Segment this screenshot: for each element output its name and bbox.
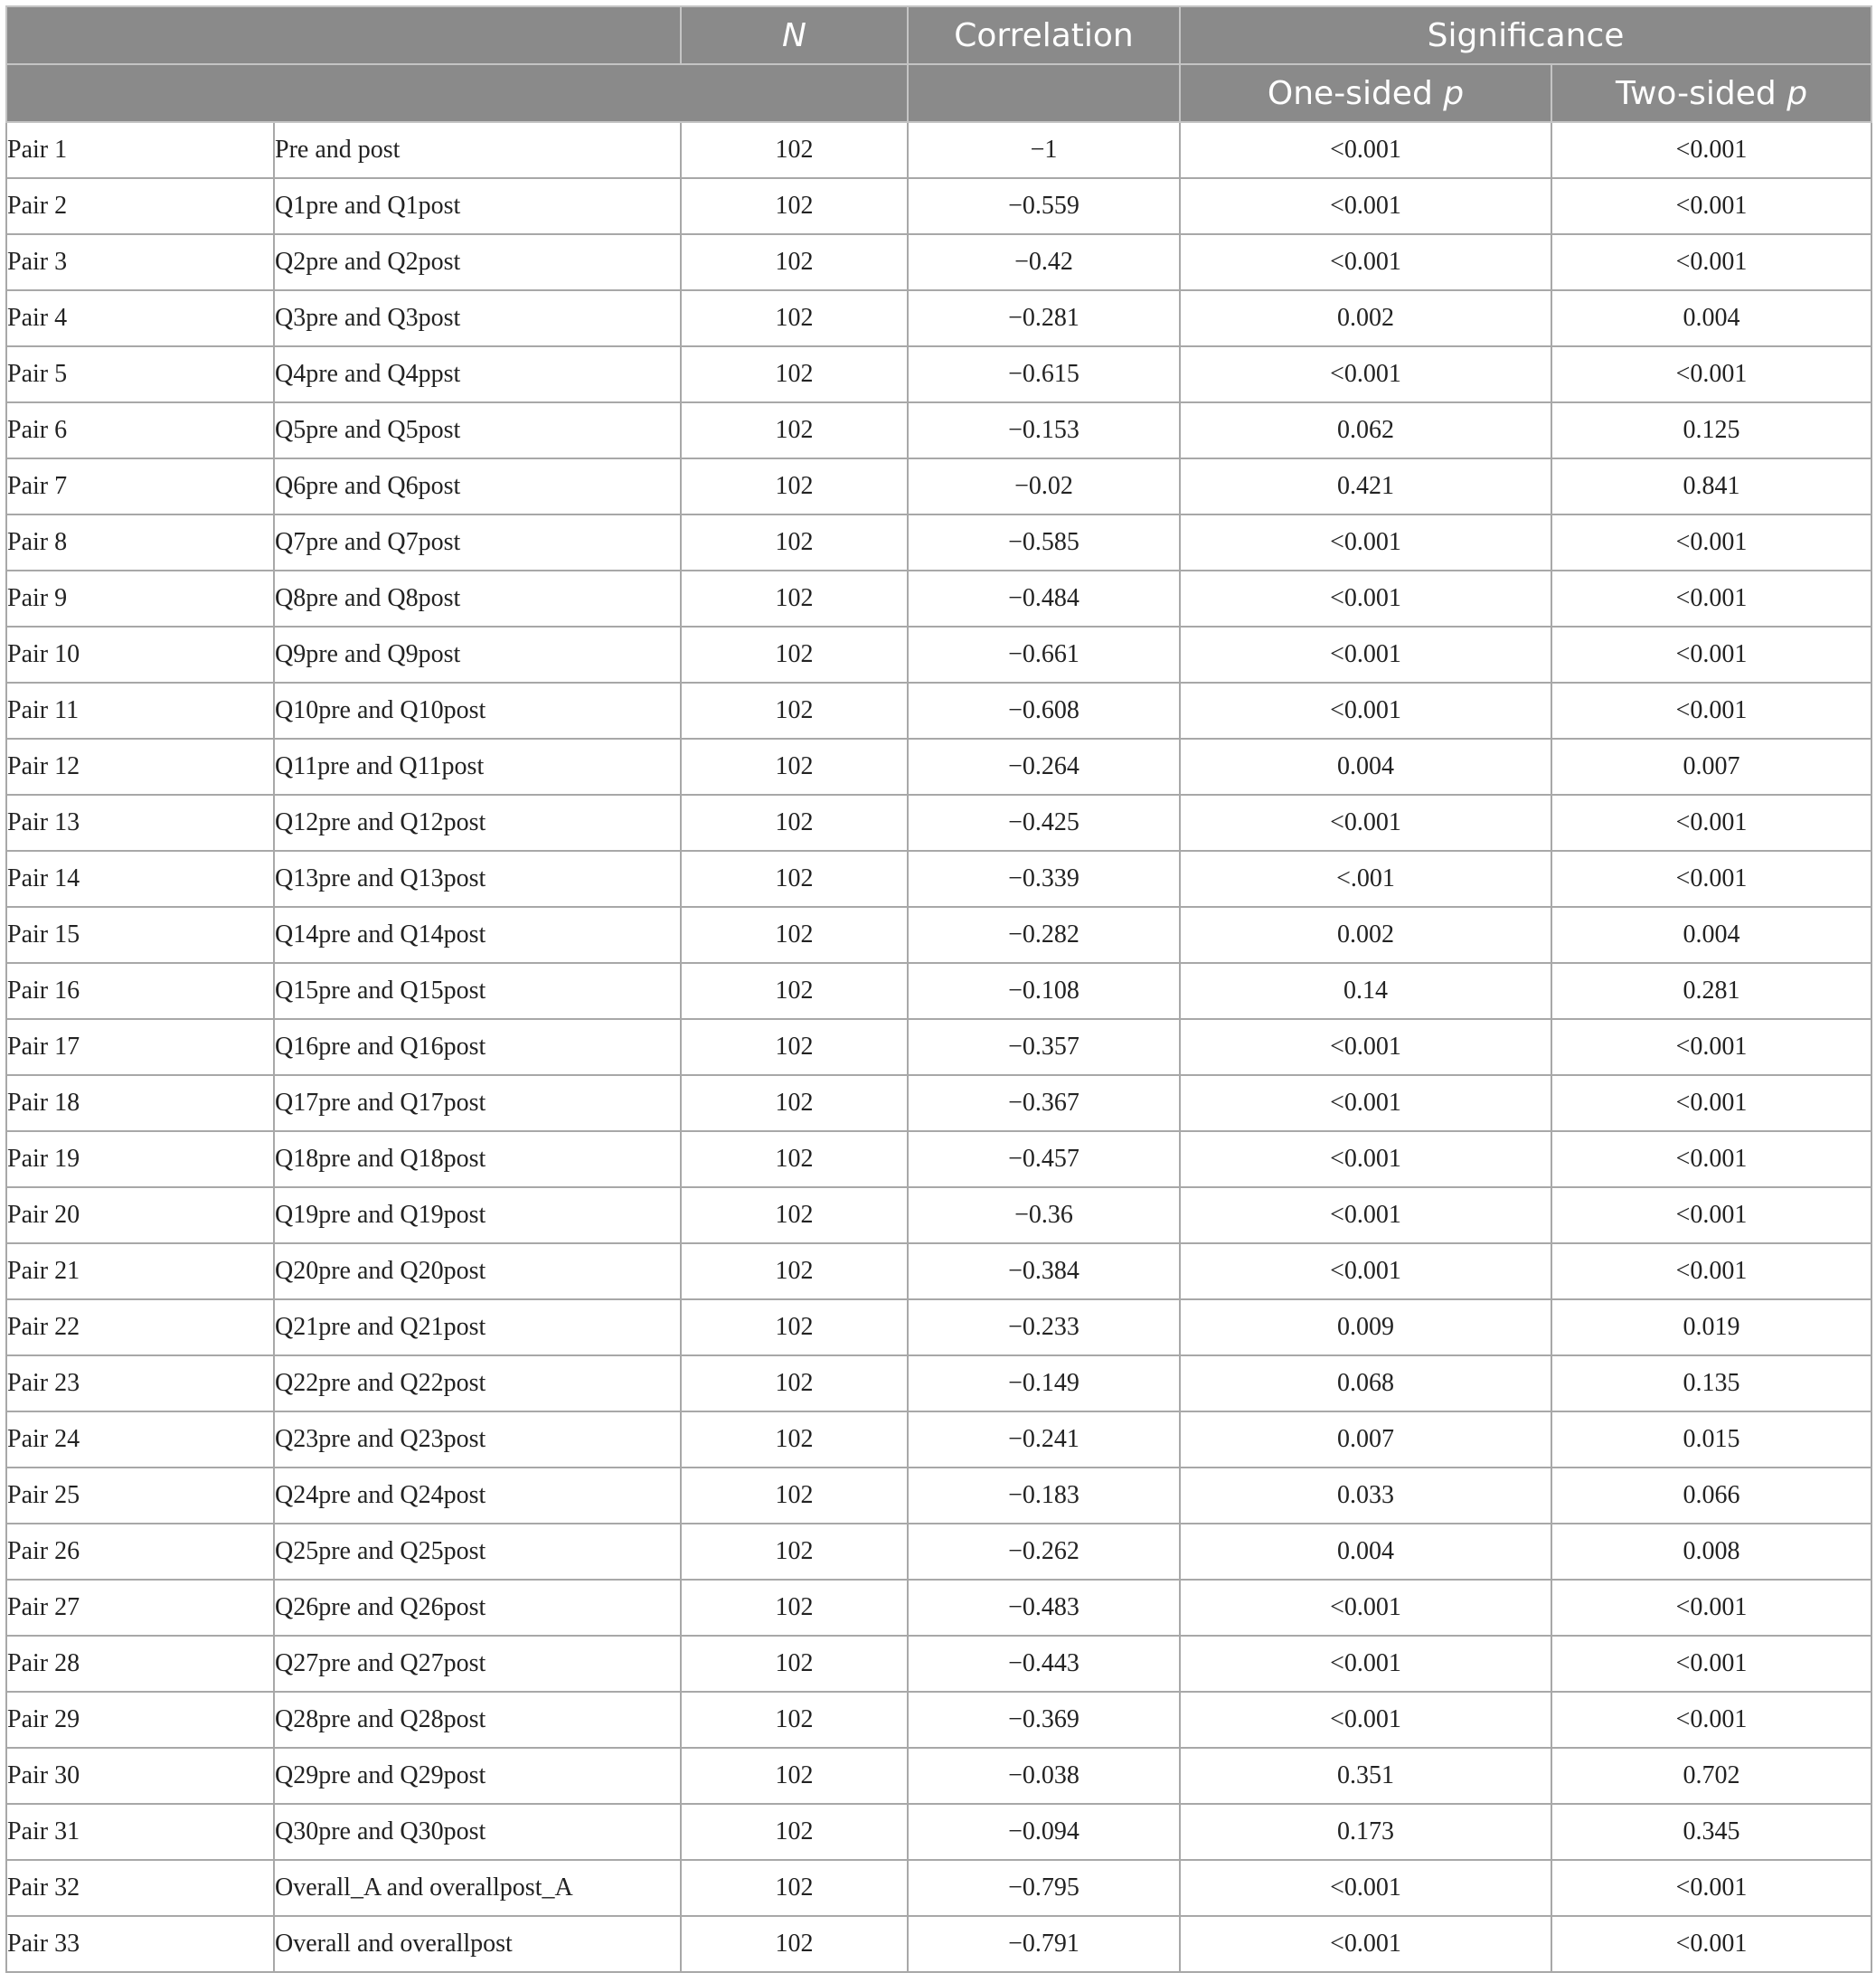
correlation-cell: −0.367 <box>908 1075 1180 1131</box>
header-row-1 <box>6 6 1871 64</box>
one-sided-p-cell: <0.001 <box>1180 1636 1551 1692</box>
pair-label-cell: Q3pre and Q3post <box>274 290 681 346</box>
n-cell: 102 <box>681 178 908 234</box>
one-sided-p-cell: <0.001 <box>1180 627 1551 683</box>
one-sided-p-cell: <0.001 <box>1180 571 1551 627</box>
pair-cell: Pair 23 <box>6 1355 274 1411</box>
pair-label-cell: Q16pre and Q16post <box>274 1019 681 1075</box>
pair-cell: Pair 33 <box>6 1916 274 1972</box>
table-row <box>6 1468 1871 1524</box>
correlation-cell: −0.233 <box>908 1299 1180 1355</box>
pair-label-cell: Q14pre and Q14post <box>274 907 681 963</box>
n-cell: 102 <box>681 1131 908 1187</box>
pair-cell: Pair 28 <box>6 1636 274 1692</box>
correlation-cell: −0.384 <box>908 1243 1180 1299</box>
two-sided-p-cell: 0.281 <box>1551 963 1871 1019</box>
header-n: N <box>681 6 908 64</box>
table-row <box>6 346 1871 402</box>
two-sided-p-cell: 0.008 <box>1551 1524 1871 1580</box>
one-sided-p-cell: 0.062 <box>1180 402 1551 458</box>
n-cell: 102 <box>681 1524 908 1580</box>
n-cell: 102 <box>681 1019 908 1075</box>
correlation-cell: −0.357 <box>908 1019 1180 1075</box>
table-row <box>6 1243 1871 1299</box>
pair-cell: Pair 1 <box>6 122 274 178</box>
two-sided-p-cell: 0.841 <box>1551 458 1871 514</box>
header-blank-3 <box>908 64 1180 122</box>
correlation-cell: −0.02 <box>908 458 1180 514</box>
pair-cell: Pair 22 <box>6 1299 274 1355</box>
n-cell: 102 <box>681 795 908 851</box>
correlation-cell: −0.484 <box>908 571 1180 627</box>
pair-cell: Pair 20 <box>6 1187 274 1243</box>
n-cell: 102 <box>681 739 908 795</box>
correlation-cell: −0.559 <box>908 178 1180 234</box>
pair-cell: Pair 30 <box>6 1748 274 1804</box>
pair-label-cell: Q26pre and Q26post <box>274 1580 681 1636</box>
one-sided-p-cell: <0.001 <box>1180 1019 1551 1075</box>
one-sided-p-cell: <0.001 <box>1180 234 1551 290</box>
table-row <box>6 963 1871 1019</box>
one-sided-p-cell: 0.421 <box>1180 458 1551 514</box>
n-cell: 102 <box>681 1299 908 1355</box>
pair-label-cell: Q1pre and Q1post <box>274 178 681 234</box>
two-sided-p-cell: 0.015 <box>1551 1411 1871 1468</box>
pair-label-cell: Q8pre and Q8post <box>274 571 681 627</box>
pair-cell: Pair 14 <box>6 851 274 907</box>
one-sided-p-cell: <0.001 <box>1180 1580 1551 1636</box>
table-header <box>6 6 1871 122</box>
one-sided-p-cell: 0.351 <box>1180 1748 1551 1804</box>
pair-cell: Pair 5 <box>6 346 274 402</box>
one-sided-p-cell: <0.001 <box>1180 514 1551 571</box>
one-sided-p-cell: <0.001 <box>1180 122 1551 178</box>
pair-cell: Pair 6 <box>6 402 274 458</box>
correlation-cell: −0.369 <box>908 1692 1180 1748</box>
correlation-cell: −0.585 <box>908 514 1180 571</box>
n-cell: 102 <box>681 1916 908 1972</box>
header-blank <box>6 6 681 64</box>
pair-cell: Pair 24 <box>6 1411 274 1468</box>
correlation-cell: −0.281 <box>908 290 1180 346</box>
pair-cell: Pair 31 <box>6 1804 274 1860</box>
one-sided-p: p <box>1443 74 1465 112</box>
pair-cell: Pair 16 <box>6 963 274 1019</box>
pair-cell: Pair 9 <box>6 571 274 627</box>
pair-label-cell: Q23pre and Q23post <box>274 1411 681 1468</box>
n-cell: 102 <box>681 1075 908 1131</box>
table-row <box>6 514 1871 571</box>
pair-label-cell: Q2pre and Q2post <box>274 234 681 290</box>
n-cell: 102 <box>681 851 908 907</box>
header-correlation: Correlation <box>908 6 1180 64</box>
pair-label-cell: Q29pre and Q29post <box>274 1748 681 1804</box>
two-sided-p-cell: <0.001 <box>1551 346 1871 402</box>
two-sided-p-cell: 0.007 <box>1551 739 1871 795</box>
one-sided-p-cell: 0.002 <box>1180 907 1551 963</box>
two-sided-p-cell: <0.001 <box>1551 1243 1871 1299</box>
pair-cell: Pair 2 <box>6 178 274 234</box>
two-sided-p-cell: <0.001 <box>1551 627 1871 683</box>
correlation-cell: −0.153 <box>908 402 1180 458</box>
table-row <box>6 458 1871 514</box>
n-cell: 102 <box>681 458 908 514</box>
n-cell: 102 <box>681 346 908 402</box>
two-sided-p-cell: <0.001 <box>1551 1019 1871 1075</box>
correlation-cell: −0.608 <box>908 683 1180 739</box>
two-sided-p-cell: <0.001 <box>1551 234 1871 290</box>
table-row <box>6 1580 1871 1636</box>
table-row <box>6 1860 1871 1916</box>
two-sided-p-cell: 0.135 <box>1551 1355 1871 1411</box>
pair-label-cell: Q9pre and Q9post <box>274 627 681 683</box>
one-sided-p-cell: 0.007 <box>1180 1411 1551 1468</box>
table-row <box>6 234 1871 290</box>
pair-cell: Pair 32 <box>6 1860 274 1916</box>
two-sided-p-cell: <0.001 <box>1551 1692 1871 1748</box>
table-row <box>6 1299 1871 1355</box>
pair-cell: Pair 26 <box>6 1524 274 1580</box>
pair-label-cell: Q10pre and Q10post <box>274 683 681 739</box>
one-sided-p-cell: 0.004 <box>1180 739 1551 795</box>
table-row <box>6 1411 1871 1468</box>
pair-label-cell: Pre and post <box>274 122 681 178</box>
pair-label-cell: Q13pre and Q13post <box>274 851 681 907</box>
pair-label-cell: Overall and overallpost <box>274 1916 681 1972</box>
table-row <box>6 1019 1871 1075</box>
one-sided-p-cell: <0.001 <box>1180 683 1551 739</box>
one-sided-p-cell: 0.033 <box>1180 1468 1551 1524</box>
table-row <box>6 1804 1871 1860</box>
two-sided-p-cell: <0.001 <box>1551 514 1871 571</box>
one-sided-p-cell: <0.001 <box>1180 795 1551 851</box>
pair-label-cell: Q18pre and Q18post <box>274 1131 681 1187</box>
pair-cell: Pair 15 <box>6 907 274 963</box>
two-sided-p-cell: 0.345 <box>1551 1804 1871 1860</box>
pair-label-cell: Q5pre and Q5post <box>274 402 681 458</box>
two-sided-p-cell: 0.004 <box>1551 907 1871 963</box>
correlation-cell: −0.339 <box>908 851 1180 907</box>
pair-label-cell: Q7pre and Q7post <box>274 514 681 571</box>
table-row <box>6 1187 1871 1243</box>
correlation-cell: −0.282 <box>908 907 1180 963</box>
table-row <box>6 178 1871 234</box>
n-cell: 102 <box>681 122 908 178</box>
table-row <box>6 683 1871 739</box>
n-cell: 102 <box>681 1636 908 1692</box>
table-row <box>6 122 1871 178</box>
n-cell: 102 <box>681 683 908 739</box>
table-row <box>6 907 1871 963</box>
two-sided-p-cell: 0.066 <box>1551 1468 1871 1524</box>
table-row <box>6 1131 1871 1187</box>
correlation-cell: −0.149 <box>908 1355 1180 1411</box>
n-cell: 102 <box>681 907 908 963</box>
n-cell: 102 <box>681 1468 908 1524</box>
pair-label-cell: Q12pre and Q12post <box>274 795 681 851</box>
correlation-cell: −0.615 <box>908 346 1180 402</box>
one-sided-p-cell: 0.009 <box>1180 1299 1551 1355</box>
one-sided-p-cell: 0.14 <box>1180 963 1551 1019</box>
pair-label-cell: Q21pre and Q21post <box>274 1299 681 1355</box>
correlation-cell: −0.661 <box>908 627 1180 683</box>
n-cell: 102 <box>681 1804 908 1860</box>
n-cell: 102 <box>681 1355 908 1411</box>
pair-cell: Pair 19 <box>6 1131 274 1187</box>
one-sided-p-cell: <0.001 <box>1180 346 1551 402</box>
table-row <box>6 1916 1871 1972</box>
pair-cell: Pair 29 <box>6 1692 274 1748</box>
n-cell: 102 <box>681 1187 908 1243</box>
one-sided-label: One-sided <box>1267 74 1433 112</box>
pair-cell: Pair 27 <box>6 1580 274 1636</box>
pair-cell: Pair 21 <box>6 1243 274 1299</box>
two-sided-p-cell: <0.001 <box>1551 1075 1871 1131</box>
pair-cell: Pair 4 <box>6 290 274 346</box>
table-row <box>6 739 1871 795</box>
table-row <box>6 851 1871 907</box>
correlation-cell: −0.094 <box>908 1804 1180 1860</box>
one-sided-p-cell: <0.001 <box>1180 1860 1551 1916</box>
one-sided-p-cell: <.001 <box>1180 851 1551 907</box>
header-two-sided <box>1551 64 1871 122</box>
n-cell: 102 <box>681 402 908 458</box>
correlation-cell: −0.241 <box>908 1411 1180 1468</box>
n-cell: 102 <box>681 571 908 627</box>
pair-label-cell: Q24pre and Q24post <box>274 1468 681 1524</box>
one-sided-p-cell: <0.001 <box>1180 1692 1551 1748</box>
one-sided-p-cell: <0.001 <box>1180 1243 1551 1299</box>
pair-label-cell: Q19pre and Q19post <box>274 1187 681 1243</box>
header-blank-2 <box>6 64 908 122</box>
n-cell: 102 <box>681 627 908 683</box>
pair-label-cell: Q11pre and Q11post <box>274 739 681 795</box>
pair-cell: Pair 13 <box>6 795 274 851</box>
header-significance: Significance <box>1180 6 1871 64</box>
correlation-cell: −0.264 <box>908 739 1180 795</box>
one-sided-p-cell: 0.004 <box>1180 1524 1551 1580</box>
pair-cell: Pair 25 <box>6 1468 274 1524</box>
correlation-cell: −0.795 <box>908 1860 1180 1916</box>
correlation-cell: −0.42 <box>908 234 1180 290</box>
two-sided-p-cell: <0.001 <box>1551 571 1871 627</box>
correlation-cell: −1 <box>908 122 1180 178</box>
correlation-cell: −0.457 <box>908 1131 1180 1187</box>
two-sided-p-cell: <0.001 <box>1551 1860 1871 1916</box>
correlation-cell: −0.183 <box>908 1468 1180 1524</box>
pair-label-cell: Q27pre and Q27post <box>274 1636 681 1692</box>
table-row <box>6 627 1871 683</box>
pair-label-cell: Q30pre and Q30post <box>274 1804 681 1860</box>
n-cell: 102 <box>681 1692 908 1748</box>
pair-label-cell: Q20pre and Q20post <box>274 1243 681 1299</box>
two-sided-p-cell: <0.001 <box>1551 1580 1871 1636</box>
one-sided-p-cell: <0.001 <box>1180 178 1551 234</box>
table-row <box>6 1692 1871 1748</box>
table-row <box>6 1355 1871 1411</box>
one-sided-p-cell: <0.001 <box>1180 1916 1551 1972</box>
table-row <box>6 1636 1871 1692</box>
n-cell: 102 <box>681 1243 908 1299</box>
pair-label-cell: Q17pre and Q17post <box>274 1075 681 1131</box>
two-sided-p-cell: <0.001 <box>1551 1131 1871 1187</box>
two-sided-p-cell: <0.001 <box>1551 178 1871 234</box>
table-row <box>6 1075 1871 1131</box>
pair-label-cell: Q22pre and Q22post <box>274 1355 681 1411</box>
n-cell: 102 <box>681 1860 908 1916</box>
one-sided-p-cell: <0.001 <box>1180 1075 1551 1131</box>
pair-label-cell: Q4pre and Q4ppst <box>274 346 681 402</box>
two-sided-label: Two-sided <box>1615 74 1777 112</box>
two-sided-p: p <box>1786 74 1808 112</box>
n-cell: 102 <box>681 1411 908 1468</box>
two-sided-p-cell: <0.001 <box>1551 795 1871 851</box>
table-row <box>6 571 1871 627</box>
pair-label-cell: Q6pre and Q6post <box>274 458 681 514</box>
one-sided-p-cell: <0.001 <box>1180 1187 1551 1243</box>
header-one-sided <box>1180 64 1551 122</box>
correlation-cell: −0.038 <box>908 1748 1180 1804</box>
one-sided-p-cell: <0.001 <box>1180 1131 1551 1187</box>
table-row <box>6 1524 1871 1580</box>
pair-cell: Pair 12 <box>6 739 274 795</box>
header-row-2 <box>6 64 1871 122</box>
paired-correlations-table <box>5 5 1872 1973</box>
one-sided-p-cell: 0.002 <box>1180 290 1551 346</box>
pair-cell: Pair 18 <box>6 1075 274 1131</box>
two-sided-p-cell: <0.001 <box>1551 851 1871 907</box>
table-row <box>6 1748 1871 1804</box>
correlation-cell: −0.36 <box>908 1187 1180 1243</box>
n-cell: 102 <box>681 234 908 290</box>
table-row <box>6 795 1871 851</box>
pair-cell: Pair 11 <box>6 683 274 739</box>
pair-label-cell: Q15pre and Q15post <box>274 963 681 1019</box>
pair-cell: Pair 7 <box>6 458 274 514</box>
two-sided-p-cell: <0.001 <box>1551 122 1871 178</box>
pair-cell: Pair 3 <box>6 234 274 290</box>
correlation-cell: −0.791 <box>908 1916 1180 1972</box>
two-sided-p-cell: <0.001 <box>1551 1636 1871 1692</box>
correlation-cell: −0.425 <box>908 795 1180 851</box>
table-row <box>6 402 1871 458</box>
correlation-cell: −0.262 <box>908 1524 1180 1580</box>
one-sided-p-cell: 0.173 <box>1180 1804 1551 1860</box>
two-sided-p-cell: <0.001 <box>1551 1916 1871 1972</box>
two-sided-p-cell: 0.125 <box>1551 402 1871 458</box>
n-cell: 102 <box>681 1580 908 1636</box>
n-cell: 102 <box>681 514 908 571</box>
pair-label-cell: Q25pre and Q25post <box>274 1524 681 1580</box>
pair-cell: Pair 17 <box>6 1019 274 1075</box>
table-row <box>6 290 1871 346</box>
pair-label-cell: Overall_A and overallpost_A <box>274 1860 681 1916</box>
two-sided-p-cell: <0.001 <box>1551 683 1871 739</box>
two-sided-p-cell: 0.702 <box>1551 1748 1871 1804</box>
n-cell: 102 <box>681 963 908 1019</box>
table-body <box>6 122 1871 1972</box>
correlation-cell: −0.108 <box>908 963 1180 1019</box>
n-cell: 102 <box>681 1748 908 1804</box>
two-sided-p-cell: 0.019 <box>1551 1299 1871 1355</box>
n-cell: 102 <box>681 290 908 346</box>
pair-label-cell: Q28pre and Q28post <box>274 1692 681 1748</box>
two-sided-p-cell: <0.001 <box>1551 1187 1871 1243</box>
correlation-cell: −0.483 <box>908 1580 1180 1636</box>
pair-cell: Pair 10 <box>6 627 274 683</box>
pair-cell: Pair 8 <box>6 514 274 571</box>
correlation-cell: −0.443 <box>908 1636 1180 1692</box>
two-sided-p-cell: 0.004 <box>1551 290 1871 346</box>
one-sided-p-cell: 0.068 <box>1180 1355 1551 1411</box>
